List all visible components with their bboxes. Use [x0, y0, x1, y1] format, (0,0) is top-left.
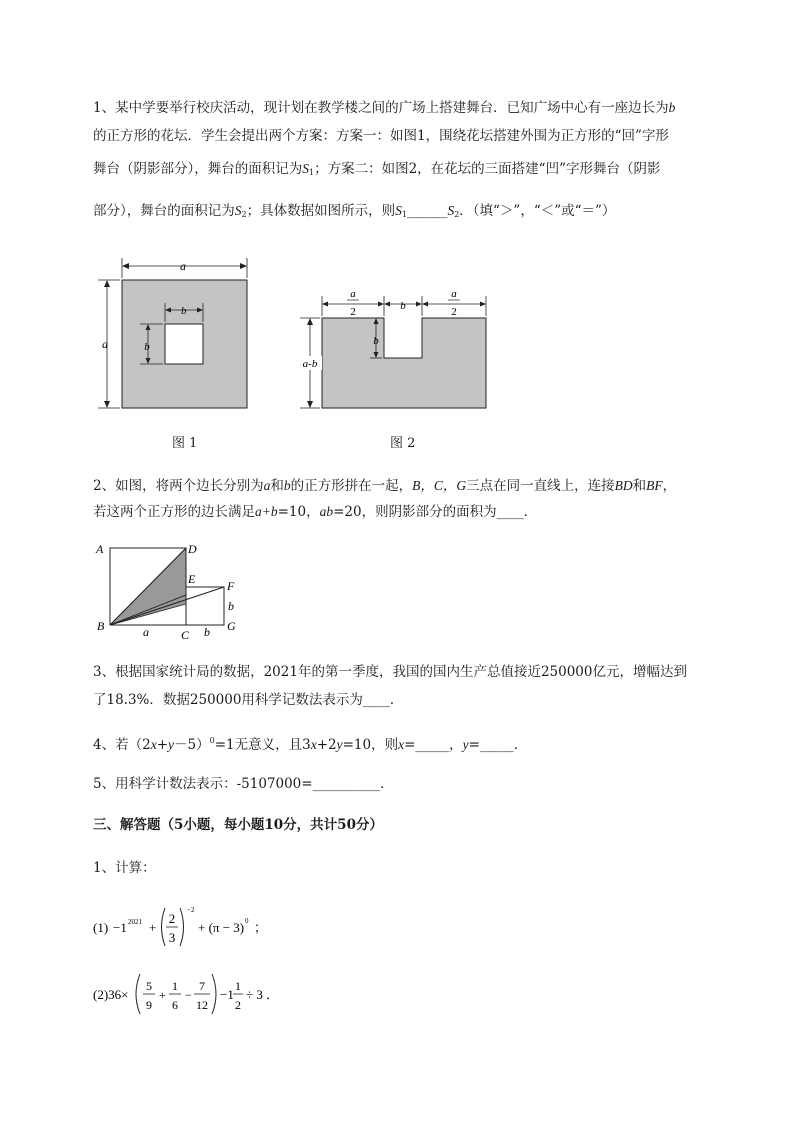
calc-1-neg-one: −1 — [113, 920, 127, 935]
fig1-label-top-a: a — [180, 259, 186, 273]
q2-label-C: C — [181, 628, 190, 642]
calc-2-frac2-num: 1 — [172, 979, 178, 993]
calc-1-frac-num: 2 — [168, 911, 176, 926]
calc-2-minus-one: −1 — [220, 987, 234, 1002]
fig2-left-frac-num: a — [350, 288, 356, 300]
calc-2-op-plus: + — [159, 988, 166, 1002]
calc-1-pi-term: + (π − 3) — [198, 920, 245, 935]
fig2-inner-b: b — [373, 335, 379, 347]
calc-2-frac1-den: 9 — [146, 998, 152, 1012]
q2-label-F: F — [227, 579, 235, 593]
q2-label-D: D — [188, 542, 197, 556]
q2-line-1: 2、如图，将两个边长分别为a和b的正方形拼在一起，B，C，G三点在同一直线上，连接BD和BF， — [93, 478, 677, 494]
q2-label-b-bottom: b — [204, 625, 210, 639]
calc-2-frac1-num: 5 — [146, 979, 152, 993]
fig2-left-frac-den: 2 — [350, 306, 356, 318]
calc-1-frac-den: 3 — [168, 930, 176, 945]
calc-2-end: ÷ 3 ． — [246, 987, 280, 1002]
q1-line-1: 1、某中学要举行校庆活动，现计划在教学楼之间的广场上搭建舞台．已知广场中心有一座边长为b — [93, 100, 676, 116]
q2-line-2: 若这两个正方形的边长满足a+b=10，ab=20，则阴影部分的面积为____． — [93, 504, 538, 520]
q1-line-4: 部分），舞台的面积记为$S_2$；具体数据如图所示，则$S_1\_\_\_\_\_\_S_2$．（填“＞”，“＜”或“＝”） — [93, 203, 616, 219]
calc-1-prefix: (1) — [93, 920, 109, 935]
calc-1-plus: + — [149, 920, 157, 935]
fig2-right-frac-num: a — [451, 288, 457, 300]
q2-label-G: G — [227, 619, 236, 633]
calc-1-exp-neg2: −2 — [187, 906, 195, 914]
fig2-caption: 图 2 — [390, 436, 416, 451]
calc-2-prefix: (2)36× — [93, 987, 129, 1002]
fig2-side-a-minus-b: a-b — [302, 358, 318, 370]
q3-line-2: 了18.3%．数据250000用科学记数法表示为____． — [93, 692, 404, 708]
calc-2-frac4-den: 2 — [235, 998, 241, 1012]
q2-label-b-side: b — [228, 599, 234, 613]
q2-label-A: A — [96, 542, 104, 556]
calc-2-op-minus: − — [185, 988, 192, 1002]
calc-2-frac3-den: 12 — [196, 998, 208, 1012]
calc-1-exp-2021: 2021 — [128, 918, 142, 926]
q2-label-E: E — [188, 572, 196, 586]
fig1-label-inner-top-b: b — [181, 305, 187, 317]
section-3-title: 三、解答题（5小题，每小题10分，共计50分） — [93, 817, 383, 833]
calc-1-end: ； — [254, 920, 268, 935]
q2-label-a: a — [143, 625, 149, 639]
calc-1-exp-0: 0 — [245, 917, 249, 925]
fig2-mid-b: b — [400, 300, 406, 312]
q4-line: 4、若$(2x+y-5)^0=1$无意义，且3x+2y=10，则x=_____，y=_____． — [93, 736, 528, 753]
calc-2-frac2-den: 6 — [172, 998, 178, 1012]
q5-line: 5、用科学计数法表示：-5107000=__________． — [93, 776, 394, 792]
calc-2-frac4-num: 1 — [235, 979, 241, 993]
fig2-right-frac-den: 2 — [451, 306, 457, 318]
q1-line-2: 的正方形的花坛．学生会提出两个方案：方案一：如图1，围绕花坛搭建外围为正方形的“回”字形 — [93, 128, 669, 144]
fig1-caption: 图 1 — [172, 436, 198, 451]
q3-line-1: 3、根据国家统计局的数据，2021年的第一季度，我国的国内生产总值接近250000亿元，增幅达到 — [93, 664, 687, 680]
fig1-label-left-a: a — [102, 337, 108, 351]
q2-label-B: B — [97, 619, 105, 633]
q1-line-3: 舞台（阴影部分），舞台的面积记为$S_1$；方案二：如图2，在花坛的三面搭建“凹”字形舞台（阴影 — [93, 161, 661, 177]
fig1-label-inner-left-b: b — [144, 341, 150, 353]
calc-title: 1、计算： — [93, 860, 156, 876]
calc-2-frac3-num: 7 — [199, 979, 205, 993]
